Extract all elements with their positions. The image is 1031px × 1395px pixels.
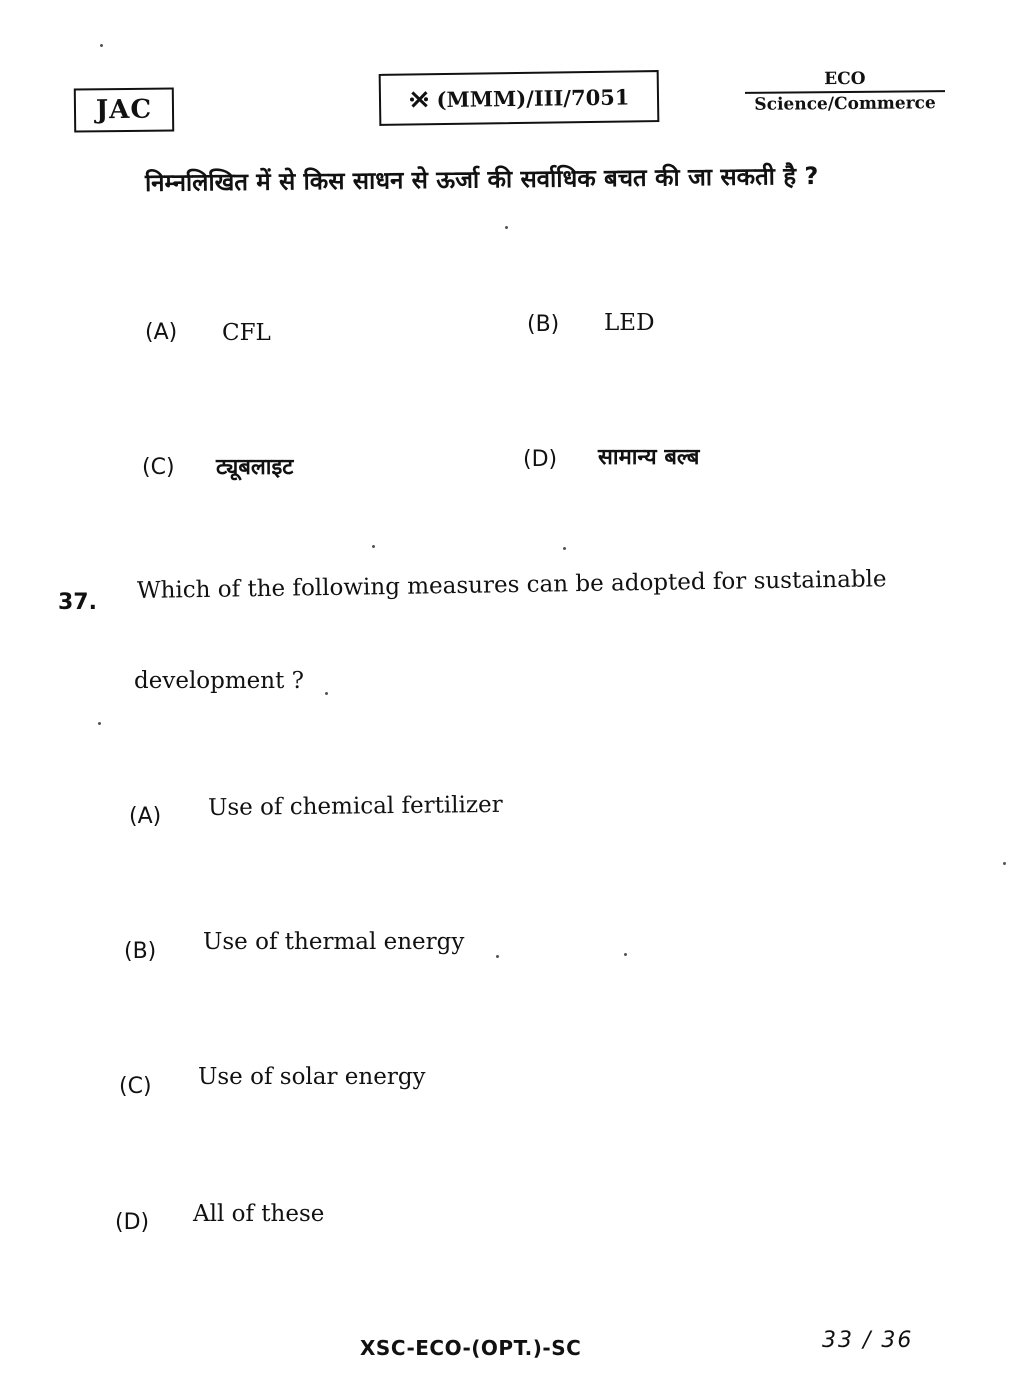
option-letter: (A) — [129, 804, 162, 829]
option-letter: (A) — [145, 320, 178, 345]
scan-speck — [325, 692, 328, 695]
subject-block — [745, 69, 945, 114]
q37-question-line1: Which of the following measures can be adopted for sustainable — [136, 566, 887, 604]
scan-speck — [496, 955, 499, 958]
scan-speck — [1003, 862, 1006, 865]
q37-option-b-text: Use of thermal energy — [203, 929, 465, 955]
option-letter: (B) — [124, 939, 157, 964]
q37-option-a — [129, 804, 161, 829]
scan-speck — [98, 722, 101, 725]
q36-option-a — [145, 320, 177, 345]
scan-speck — [100, 44, 103, 47]
scan-speck — [372, 545, 375, 548]
scan-speck — [505, 226, 508, 229]
option-letter: (D) — [523, 447, 558, 472]
scan-speck — [624, 953, 627, 956]
q36-option-b — [527, 312, 559, 337]
scan-speck — [563, 547, 566, 550]
option-letter: (C) — [142, 455, 175, 480]
q37-option-b — [124, 939, 156, 964]
q37-option-a-text: Use of chemical fertilizer — [207, 791, 503, 821]
subject-name: ECO — [745, 69, 945, 93]
q36-option-b-text: LED — [604, 310, 655, 336]
board-label: JAC — [95, 94, 153, 126]
q37-question-line2: development ? — [134, 668, 304, 694]
q36-option-a-text: CFL — [222, 320, 271, 346]
page-number: 33 / 36 — [822, 1328, 914, 1353]
paper-code-box — [379, 70, 660, 126]
option-letter: (B) — [527, 312, 560, 337]
q37-number: 37. — [58, 590, 97, 615]
footer-paper-code: XSC-ECO-(OPT.)-SC — [360, 1336, 582, 1360]
q36-option-c — [142, 455, 175, 480]
paper-code: (MMM)/III/7051 — [436, 83, 630, 112]
q36-question-hindi: निम्नलिखित में से किस साधन से ऊर्जा की सर्वाधिक बचत की जा सकती है ? — [144, 161, 819, 197]
q36-option-d-text: सामान्य बल्ब — [598, 445, 700, 470]
q36-option-c-text: ट्यूबलाइट — [216, 455, 294, 480]
option-letter: (C) — [119, 1074, 152, 1099]
q36-option-d — [523, 447, 557, 472]
subject-stream: Science/Commerce — [754, 92, 936, 115]
q37-option-d-text: All of these — [193, 1201, 325, 1227]
cross-mark-icon — [408, 89, 428, 109]
board-badge — [74, 87, 174, 132]
option-letter: (D) — [115, 1210, 150, 1235]
q37-option-c-text: Use of solar energy — [198, 1064, 426, 1090]
q37-option-c — [119, 1074, 152, 1099]
q37-option-d — [115, 1210, 149, 1235]
